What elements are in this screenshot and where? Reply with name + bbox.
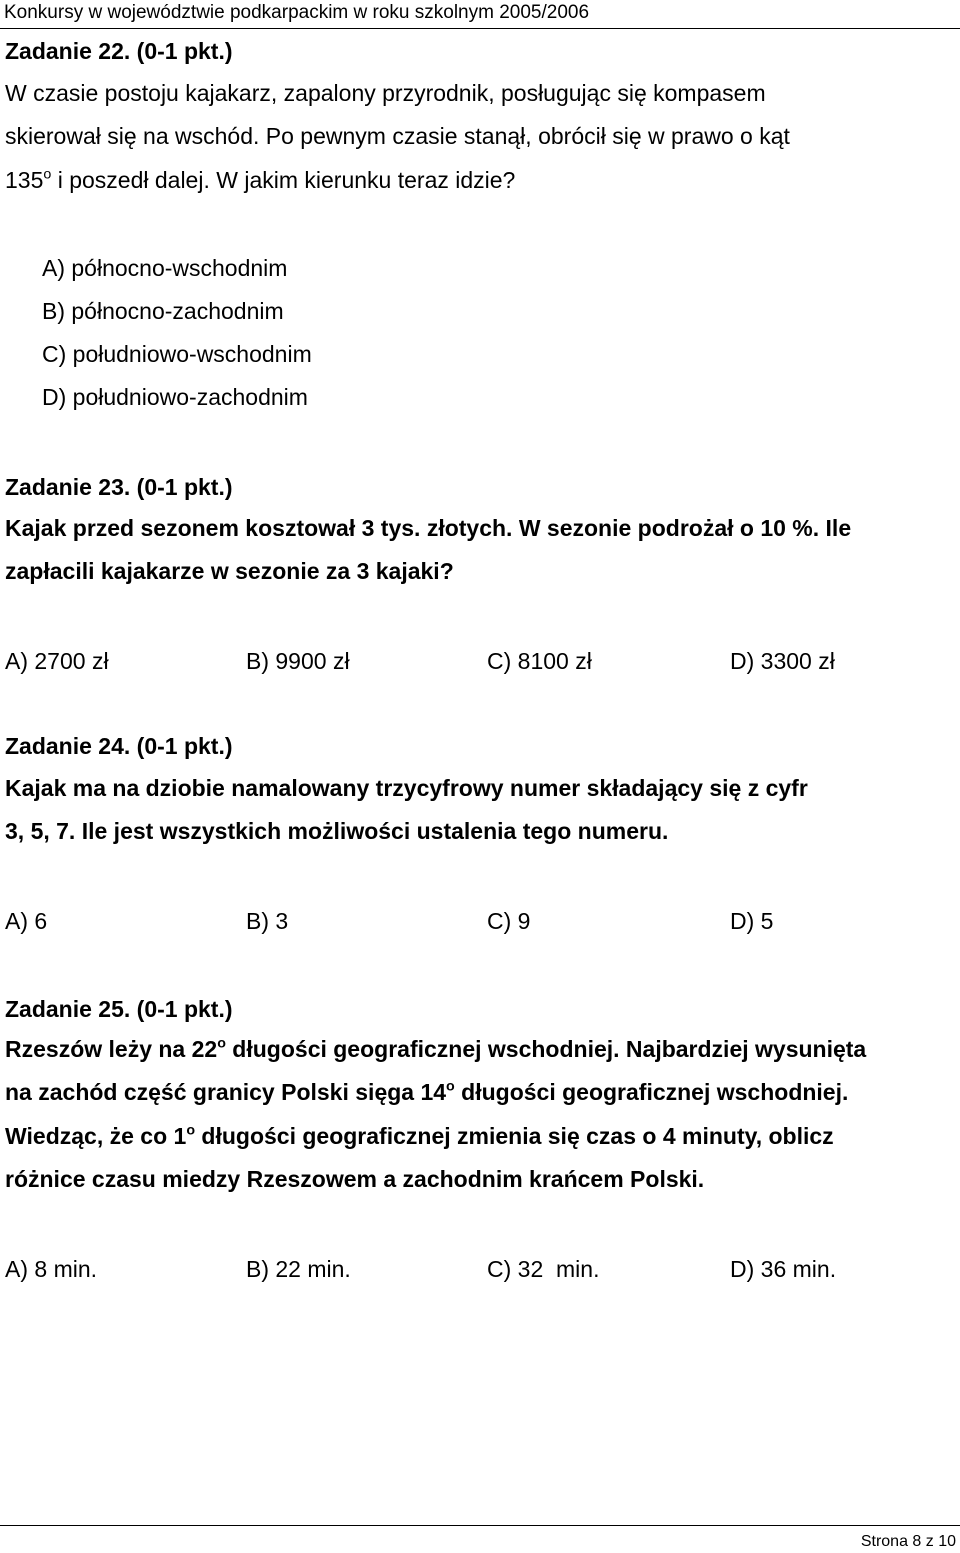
task-25-option-b: B) 22 min. — [246, 1256, 351, 1282]
task-25-option-c: C) 32 min. — [487, 1256, 600, 1282]
task-22-option-d: D) południowo-zachodnim — [42, 384, 308, 410]
page-number: Strona 8 z 10 — [860, 1533, 956, 1550]
task-22-option-b: B) północno-zachodnim — [42, 298, 284, 324]
task-24-option-b: B) 3 — [246, 908, 289, 934]
task-24-option-d: D) 5 — [730, 908, 774, 934]
task-25-line-4: różnice czasu miedzy Rzeszowem a zachodnim krańcem Polski. — [5, 1165, 705, 1192]
task-25-line-1: Rzeszów leży na 22$^o$ długości geograficznej wschodniej. Najbardziej wysunięta — [5, 1035, 867, 1062]
task-23-option-a: A) 2700 zł — [5, 648, 109, 674]
task-24-title: Zadanie 24. (0-1 pkt.) — [5, 733, 233, 759]
task-23-option-d: D) 3300 zł — [730, 648, 835, 674]
task-24-option-a: A) 6 — [5, 908, 48, 934]
task-22-line-2: skierował się na wschód. Po pewnym czasie stanął, obrócił się w prawo o kąt — [5, 123, 790, 150]
page-header — [0, 0, 960, 29]
task-23-title: Zadanie 23. (0-1 pkt.) — [5, 474, 233, 500]
task-25-title: Zadanie 25. (0-1 pkt.) — [5, 996, 233, 1022]
task-22-option-c: C) południowo-wschodnim — [42, 341, 312, 367]
task-22-option-a: A) północno-wschodnim — [42, 255, 288, 281]
task-25-option-d: D) 36 min. — [730, 1256, 837, 1282]
task-22-title: Zadanie 22. (0-1 pkt.) — [5, 38, 233, 64]
task-25-line-2: na zachód część granicy Polski sięga 14$^o$ długości geograficznej wschodniej. — [5, 1079, 849, 1106]
task-22-line-1: W czasie postoju kajakarz, zapalony przyrodnik, posługując się kompasem — [5, 80, 766, 106]
task-23-option-c: C) 8100 zł — [487, 648, 592, 674]
task-23-line-2: zapłacili kajakarze w sezonie za 3 kajaki? — [5, 558, 454, 585]
task-24-option-c: C) 9 — [487, 908, 531, 934]
task-22-line-3: 135$^o$ i poszedł dalej. W jakim kierunku teraz idzie? — [5, 166, 516, 193]
task-23-question — [5, 507, 955, 594]
task-25-question — [5, 1028, 955, 1201]
task-24-question — [5, 767, 955, 854]
page-header-title: Konkursy w województwie podkarpackim w roku szkolnym 2005/2006 — [4, 2, 590, 23]
task-25-line-3: Wiedząc, że co 1$^o$ długości geograficznej zmienia się czas o 4 minuty, oblicz — [5, 1122, 834, 1149]
page-footer — [0, 1525, 960, 1550]
task-23-option-b: B) 9900 zł — [246, 648, 350, 674]
task-22-question — [5, 72, 955, 202]
task-24-line-2: 3, 5, 7. Ile jest wszystkich możliwości ustalenia tego numeru. — [5, 818, 669, 845]
task-25-option-a: A) 8 min. — [5, 1256, 98, 1282]
task-23-line-1: Kajak przed sezonem kosztował 3 tys. złotych. W sezonie podrożał o 10 %. Ile — [5, 515, 852, 541]
task-24-line-1: Kajak ma na dziobie namalowany trzycyfrowy numer składający się z cyfr — [5, 775, 808, 801]
